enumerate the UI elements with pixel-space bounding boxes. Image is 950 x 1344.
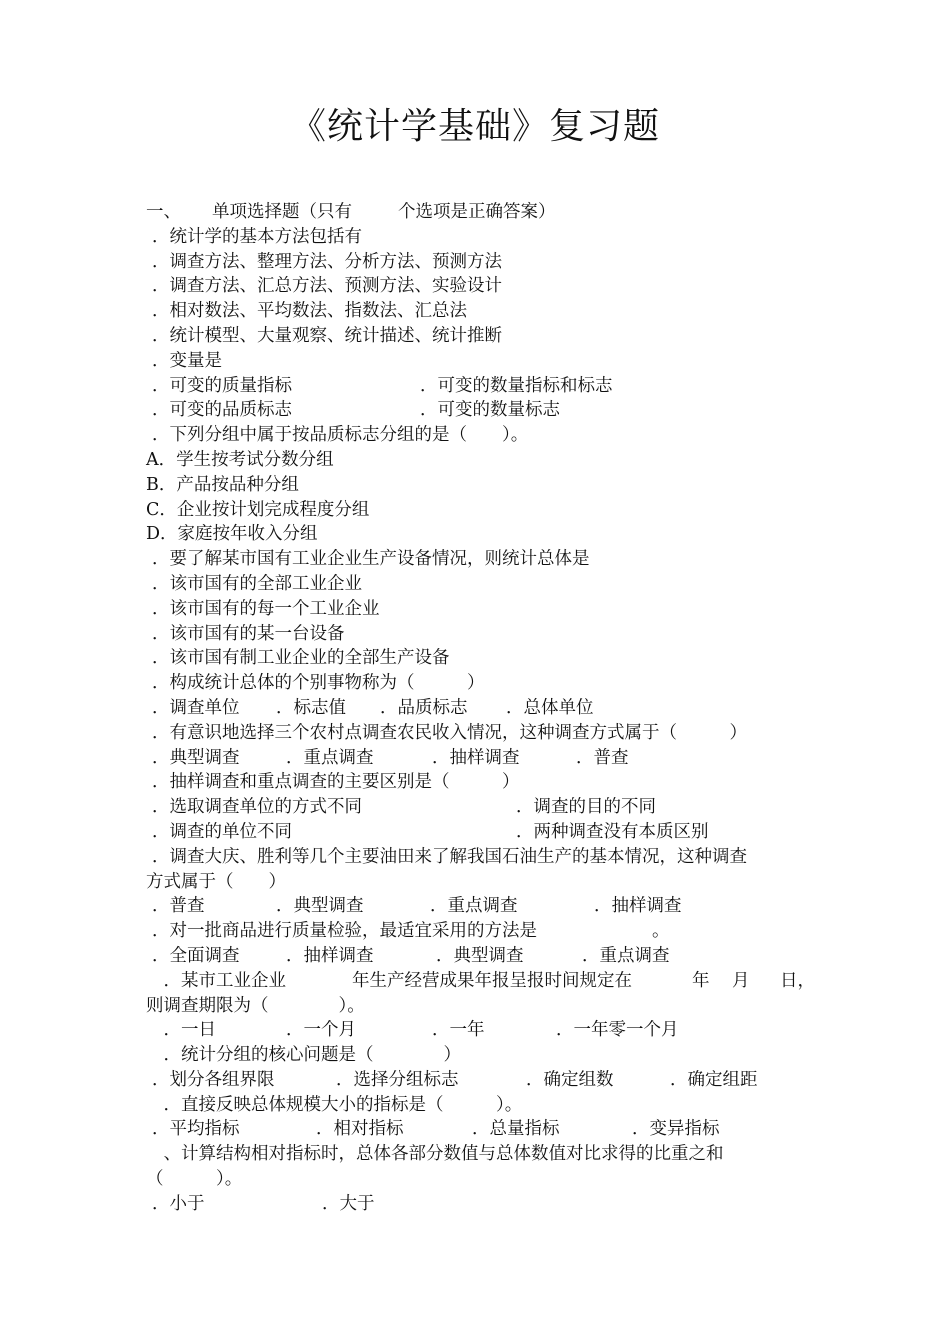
text-line	[146, 646, 826, 671]
text-line	[146, 448, 826, 473]
line-text: ．小于	[152, 1193, 205, 1214]
line-text: ．该市国有的全部工业企业	[152, 573, 362, 594]
line-text: ．调查单位	[152, 697, 240, 718]
line-text: （ ）。	[146, 1169, 243, 1190]
line-text: 。	[652, 921, 670, 942]
line-text: 月	[732, 970, 750, 991]
line-text: ．可变的质量指标	[152, 375, 292, 396]
text-line	[146, 324, 826, 349]
text-line	[146, 274, 826, 299]
line-text: ．要了解某市国有工业企业生产设备情况，则统计总体是	[152, 549, 590, 570]
line-text: ．选择分组标志	[336, 1069, 459, 1090]
line-text: ．该市国有的每一个工业企业	[152, 598, 380, 619]
text-line	[146, 1192, 826, 1217]
text-line	[146, 1117, 826, 1142]
line-text: ．抽样调查	[432, 747, 520, 768]
line-text: 日，	[780, 970, 815, 991]
text-line	[146, 225, 826, 250]
text-line	[146, 622, 826, 647]
line-text: 一、	[146, 202, 181, 222]
text-line	[146, 423, 826, 448]
text-line	[146, 746, 826, 771]
line-text: ．调查方法、汇总方法、预测方法、实验设计	[152, 276, 502, 297]
line-text: ．调查方法、整理方法、分析方法、预测方法	[152, 251, 502, 272]
line-text: 年	[692, 970, 710, 991]
line-text: ．普查	[152, 896, 205, 917]
line-text: ．统计模型、大量观察、统计描述、统计推断	[152, 325, 502, 346]
text-line	[146, 547, 826, 572]
line-text: A．学生按考试分数分组	[146, 449, 334, 470]
line-text: ．重点调查	[286, 747, 374, 768]
line-text: ．普查	[576, 747, 629, 768]
text-line	[146, 721, 826, 746]
line-text: ．选取调查单位的方式不同	[152, 797, 362, 818]
text-line	[146, 671, 826, 696]
text-line	[146, 374, 826, 399]
line-text: ．品质标志	[380, 697, 468, 718]
line-text: ．平均指标	[152, 1119, 240, 1140]
line-text: ．确定组距	[670, 1069, 758, 1090]
line-text: ．变量是	[152, 350, 222, 371]
line-text: ．对一批商品进行质量检验，最适宜采用的方法是	[152, 921, 537, 942]
text-line	[146, 845, 826, 870]
line-text: B．产品按品种分组	[146, 474, 299, 495]
line-text: ．构成统计总体的个别事物称为（ ）	[152, 673, 485, 694]
line-text: C．企业按计划完成程度分组	[146, 499, 370, 520]
text-line	[146, 473, 826, 498]
line-text: ．某市工业企业	[146, 970, 286, 991]
line-text: ．抽样调查和重点调查的主要区别是（ ）	[152, 772, 520, 793]
text-line	[146, 1068, 826, 1093]
line-text: ．相对数法、平均数法、指数法、汇总法	[152, 301, 467, 322]
line-text: ．调查大庆、胜利等几个主要油田来了解我国石油生产的基本情况，这种调查	[152, 846, 747, 867]
text-line	[146, 1018, 826, 1043]
text-line	[146, 1093, 826, 1118]
text-line	[146, 795, 826, 820]
text-line	[146, 522, 826, 547]
line-text: 个选项是正确答案）	[398, 202, 556, 222]
text-line	[146, 349, 826, 374]
text-line	[146, 870, 826, 895]
line-text: ．划分各组界限	[152, 1069, 275, 1090]
text-line	[146, 770, 826, 795]
line-text: 单项选择题（只有	[212, 202, 352, 222]
text-line	[146, 944, 826, 969]
line-text: ．可变的数量标志	[420, 400, 560, 421]
text-line	[146, 969, 826, 994]
line-text: ．总量指标	[472, 1119, 560, 1140]
line-text: ．相对指标	[316, 1119, 404, 1140]
line-text: ．可变的品质标志	[152, 400, 292, 421]
text-line	[146, 200, 826, 225]
text-line	[146, 1142, 826, 1167]
line-text: ．典型调查	[152, 747, 240, 768]
line-text: ．典型调查	[276, 896, 364, 917]
line-text: ．一年零一个月	[556, 1020, 679, 1041]
text-line	[146, 398, 826, 423]
line-text: ．该市国有制工业企业的全部生产设备	[152, 648, 450, 669]
line-text: ．下列分组中属于按品质标志分组的是（ ）。	[152, 425, 529, 446]
text-line	[146, 696, 826, 721]
line-text: ．有意识地选择三个农村点调查农民收入情况，这种调查方式属于（ ）	[152, 722, 747, 743]
line-text: D．家庭按年收入分组	[146, 524, 318, 545]
line-text: 、计算结构相对指标时，总体各部分数值与总体数值对比求得的比重之和	[146, 1144, 724, 1165]
line-text: ．调查的目的不同	[516, 797, 656, 818]
line-text: ．该市国有的某一台设备	[152, 623, 345, 644]
text-line	[146, 250, 826, 275]
text-line	[146, 919, 826, 944]
line-text: ．全面调查	[152, 945, 240, 966]
line-text: 年生产经营成果年报呈报时间规定在	[352, 970, 632, 991]
line-text: 方式属于（ ）	[146, 871, 286, 892]
line-text: ．两种调查没有本质区别	[516, 821, 709, 842]
line-text: ．一日	[146, 1020, 216, 1041]
line-text: ．变异指标	[632, 1119, 720, 1140]
text-line	[146, 597, 826, 622]
line-text: ．标志值	[276, 697, 346, 718]
line-text: ．大于	[322, 1193, 375, 1214]
text-line	[146, 994, 826, 1019]
line-text: ．统计学的基本方法包括有	[152, 226, 362, 247]
line-text: ．抽样调查	[286, 945, 374, 966]
text-line	[146, 299, 826, 324]
line-text: ．总体单位	[506, 697, 594, 718]
line-text: ．一年	[432, 1020, 485, 1041]
line-text: ．直接反映总体规模大小的指标是（ ）。	[146, 1094, 523, 1115]
line-text: ．统计分组的核心问题是（ ）	[146, 1045, 461, 1066]
line-text: ．重点调查	[582, 945, 670, 966]
line-text: ．可变的数量指标和标志	[420, 375, 613, 396]
line-text: ．一个月	[286, 1020, 356, 1041]
line-text: ．典型调查	[436, 945, 524, 966]
line-text: ．重点调查	[430, 896, 518, 917]
line-text: ．抽样调查	[594, 896, 682, 917]
page-title: 《统计学基础》复习题	[289, 106, 660, 147]
question-list	[146, 200, 826, 1217]
text-line	[146, 572, 826, 597]
line-text: 则调查期限为（ ）。	[146, 995, 365, 1016]
text-line	[146, 1167, 826, 1192]
line-text: ．调查的单位不同	[152, 821, 292, 842]
text-line	[146, 820, 826, 845]
text-line	[146, 894, 826, 919]
text-line	[146, 1043, 826, 1068]
text-line	[146, 498, 826, 523]
line-text: ．确定组数	[526, 1069, 614, 1090]
